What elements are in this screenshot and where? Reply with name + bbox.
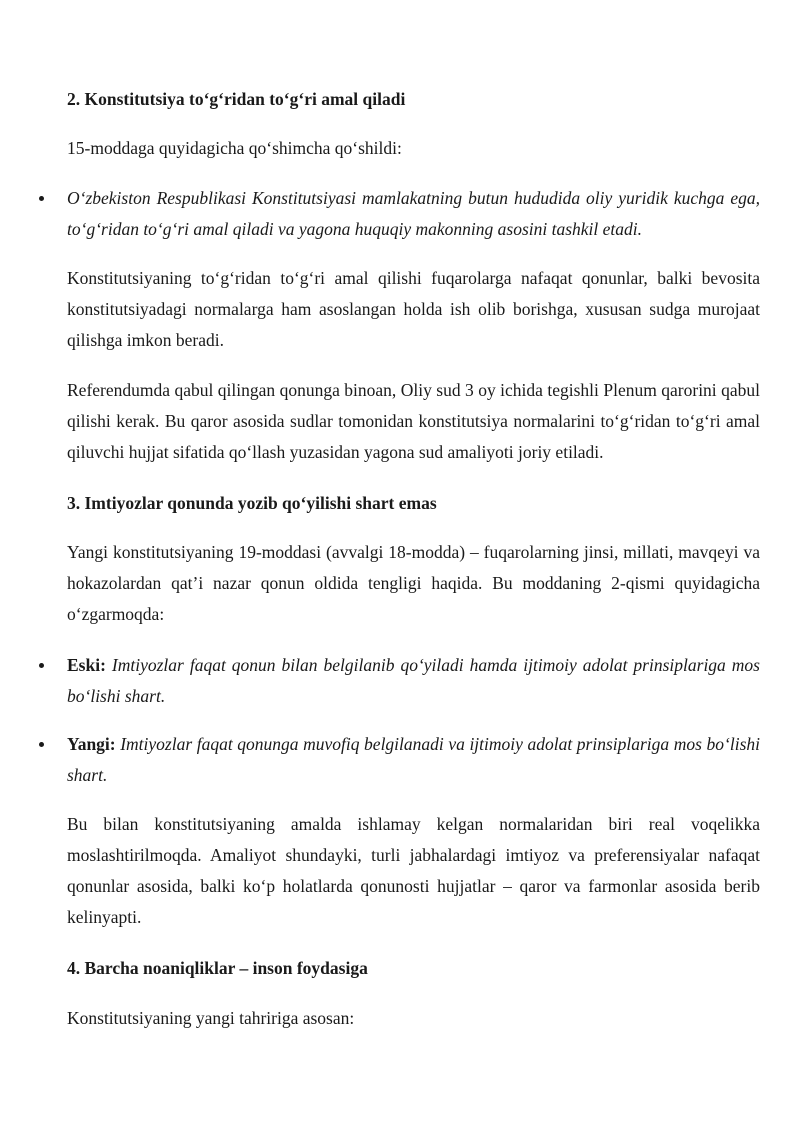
new-version-body: Imtiyozlar faqat qonunga muvofiq belgilanadi va ijtimoiy adolat prinsiplariga mos bo‘lishi shart. <box>67 734 760 785</box>
bullet-icon <box>39 663 44 668</box>
section-3-paragraph: Bu bilan konstitutsiyaning amalda ishlamay kelgan normalaridan biri real voqelikka moslashtirilmoqda. Amaliyot shundayki, turli jabhalardagi imtiyoz va preferensiyalar nafaqat qonunlar asosida, balki ko‘p holatlarda qonunosti hujjatlar – qaror va farmonlar asosida berib kelinyapti. <box>67 814 760 927</box>
section-2-intro: 15-moddaga quyidagicha qo‘shimcha qo‘shildi: <box>67 138 402 158</box>
section-2-bullet-text: O‘zbekiston Respublikasi Konstitutsiyasi mamlakatning butun hududida oliy yuridik kuchga ega, to‘g‘ridan to‘g‘ri amal qiladi va yagona huquqiy makonning asosini tashkil etadi. <box>67 188 760 239</box>
old-version-body: Imtiyozlar faqat qonun bilan belgilanib qo‘yiladi hamda ijtimoiy adolat prinsiplariga mos bo‘lishi shart. <box>67 655 760 706</box>
section-3-intro: Yangi konstitutsiyaning 19-moddasi (avvalgi 18-modda) – fuqarolarning jinsi, millati, mavqeyi va hokazolardan qat’i nazar qonun oldida tengligi haqida. Bu moddaning 2-qismi quyidagicha o‘zgarmoqda: <box>67 542 760 624</box>
section-2-heading: 2. Konstitutsiya to‘g‘ridan to‘g‘ri amal qiladi <box>67 89 406 109</box>
section-3-heading: 3. Imtiyozlar qonunda yozib qo‘yilishi shart emas <box>67 493 437 513</box>
old-version-text <box>67 650 760 712</box>
section-4-heading: 4. Barcha noaniqliklar – inson foydasiga <box>67 958 368 978</box>
new-version-label: Yangi: <box>67 734 116 754</box>
old-version-label: Eski: <box>67 655 106 675</box>
new-version-text <box>67 729 760 791</box>
bullet-icon <box>39 196 44 201</box>
section-2-paragraph-2: Referendumda qabul qilingan qonunga binoan, Oliy sud 3 oy ichida tegishli Plenum qarorini qabul qilishi kerak. Bu qaror asosida sudlar tomonidan konstitutsiya normalarini to‘g‘ridan to‘g‘ri amal qiluvchi hujjat sifatida qo‘llash yuzasidan yagona sud amaliyoti joriy etiladi. <box>67 380 760 462</box>
section-2-paragraph-1: Konstitutsiyaning to‘g‘ridan to‘g‘ri amal qilishi fuqarolarga nafaqat qonunlar, balki bevosita konstitutsiyadagi normalarga ham asoslangan holda ish olib borishga, xususan sudga murojaat qilishga imkon beradi. <box>67 268 760 350</box>
bullet-icon <box>39 742 44 747</box>
section-4-intro: Konstitutsiyaning yangi tahririga asosan: <box>67 1008 355 1028</box>
